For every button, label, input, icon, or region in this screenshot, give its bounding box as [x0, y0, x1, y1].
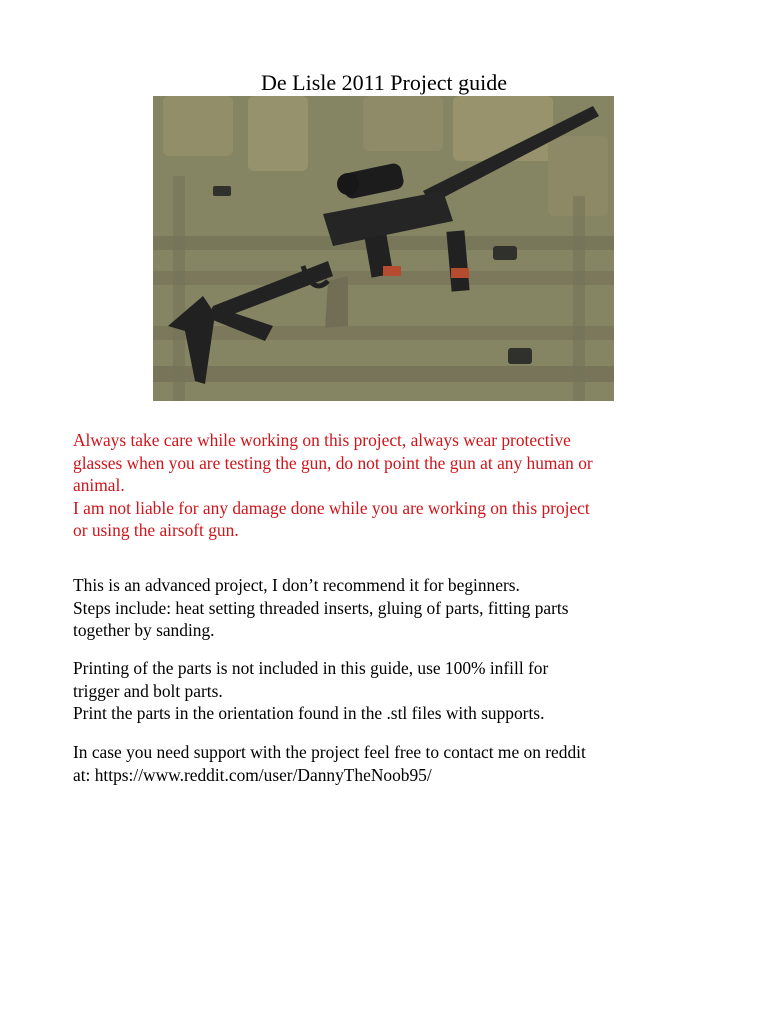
safety-warning: [73, 429, 713, 542]
printing-paragraph: [73, 657, 713, 725]
paragraph-line: together by sanding.: [73, 620, 215, 640]
intro-paragraph: [73, 574, 713, 642]
warning-line: I am not liable for any damage done while you are working on this project: [73, 497, 590, 518]
paragraph-line: Print the parts in the orientation found in the .stl files with supports.: [73, 703, 545, 723]
page-title: De Lisle 2011 Project guide: [260, 70, 508, 95]
paragraph-line: Printing of the parts is not included in this guide, use 100% infill for: [73, 658, 549, 678]
paragraph-line: trigger and bolt parts.: [73, 680, 223, 701]
paragraph-line: This is an advanced project, I don’t recommend it for beginners.: [73, 575, 520, 595]
support-paragraph: [73, 741, 713, 786]
warning-line: or using the airsoft gun.: [73, 520, 239, 540]
warning-line: Always take care while working on this project, always wear protective: [73, 430, 571, 450]
warning-line: glasses when you are testing the gun, do not point the gun at any human or: [73, 452, 593, 473]
paragraph-line: In case you need support with the project feel free to contact me on reddit: [73, 742, 586, 762]
paragraph-line: Steps include: heat setting threaded inserts, gluing of parts, fitting parts: [73, 597, 569, 618]
rifle-photo: [153, 96, 614, 401]
warning-line: animal.: [73, 475, 125, 495]
reddit-link-line: at: https://www.reddit.com/user/DannyTheNoob95/: [73, 764, 432, 785]
